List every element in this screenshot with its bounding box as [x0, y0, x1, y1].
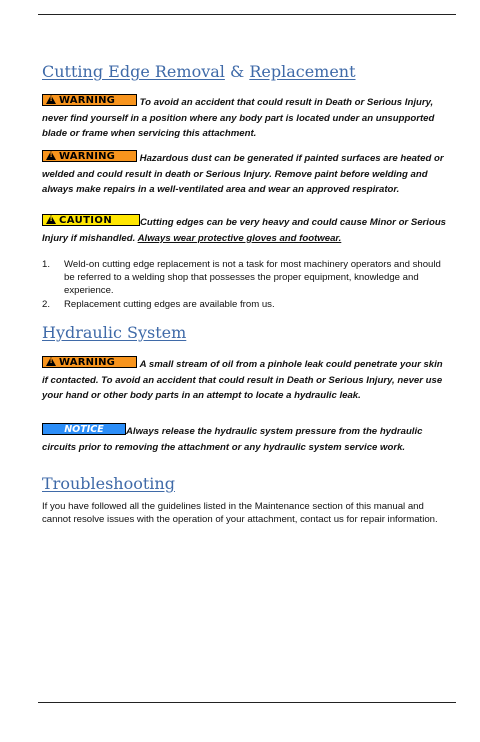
list-item-number: 1. [42, 259, 51, 270]
notice-badge: NOTICE [42, 423, 126, 435]
warning-badge-label: WARNING [59, 151, 116, 162]
warning-triangle-icon [46, 151, 56, 160]
troubleshooting-text: If you have followed all the guidelines listed in the Maintenance section of this manual and cannot resolve issues with the operation of your attachment, contact us for repair information. [42, 501, 438, 526]
warning-badge-label: WARNING [59, 95, 116, 106]
caution-badge [42, 214, 140, 226]
list-item-text: Weld-on cutting edge replacement is not a task for most machinery operators and should be referred to a welding shop that possesses the proper equipment, knowledge and experience. [64, 259, 441, 297]
heading-cutting-edge-part1: Cutting Edge Removal [42, 62, 225, 81]
warning-pinhole-leak [42, 356, 448, 404]
warning-text: To avoid an accident that could result in Death or Serious Injury, never find yourself in a position where any body part is located under an unsupported blade or frame when servicing this attachment. [42, 97, 435, 140]
heading-troubleshooting-text: Troubleshooting [42, 474, 175, 493]
warning-badge [42, 150, 137, 162]
warning-badge [42, 94, 137, 106]
heading-hydraulic-text: Hydraulic System [42, 323, 187, 342]
notice-text: Always release the hydraulic system pressure from the hydraulic circuits prior to removing the attachment or any hydraulic system service work. [42, 426, 423, 453]
list-item [42, 298, 448, 311]
caution-underlined-text: Always wear protective gloves and footwear. [137, 232, 342, 244]
heading-cutting-edge-amp: & [224, 62, 250, 81]
heading-cutting-edge [42, 62, 356, 81]
list-item-number: 2. [42, 298, 51, 310]
warning-triangle-icon [46, 95, 56, 104]
list-item [42, 258, 448, 298]
top-rule [38, 14, 456, 15]
heading-troubleshooting [42, 474, 175, 493]
notice-release-pressure [42, 423, 448, 455]
cutting-edge-steps [42, 258, 448, 311]
caution-heavy-edges [42, 214, 448, 246]
warning-text: Hazardous dust can be generated if painted surfaces are heated or welded and could result in death or Serious Injury. Remove paint before welding and always make repairs in a well-ventilated area and wear an approved respirator. [42, 153, 444, 196]
warning-badge [42, 356, 137, 368]
warning-triangle-icon [46, 357, 56, 366]
list-item-text: Replacement cutting edges are available from us. [64, 298, 275, 310]
heading-hydraulic [42, 323, 186, 342]
warning-unsupported-blade [42, 94, 448, 142]
caution-badge-label: CAUTION [59, 215, 113, 226]
bottom-rule [38, 702, 456, 703]
warning-badge-label: WARNING [59, 357, 116, 368]
warning-hazardous-dust [42, 150, 448, 198]
warning-text: A small stream of oil from a pinhole leak could penetrate your skin if contacted. To avoid an accident that could result in Death or Serious Injury, never use your hand or other body parts in an attempt to locate a hydraulic leak. [42, 359, 443, 402]
caution-triangle-icon [46, 215, 56, 224]
caution-text: Cutting edges can be very heavy and could cause Minor or Serious Injury if mishandled. [42, 217, 447, 244]
heading-cutting-edge-part2: Replacement [249, 62, 356, 81]
